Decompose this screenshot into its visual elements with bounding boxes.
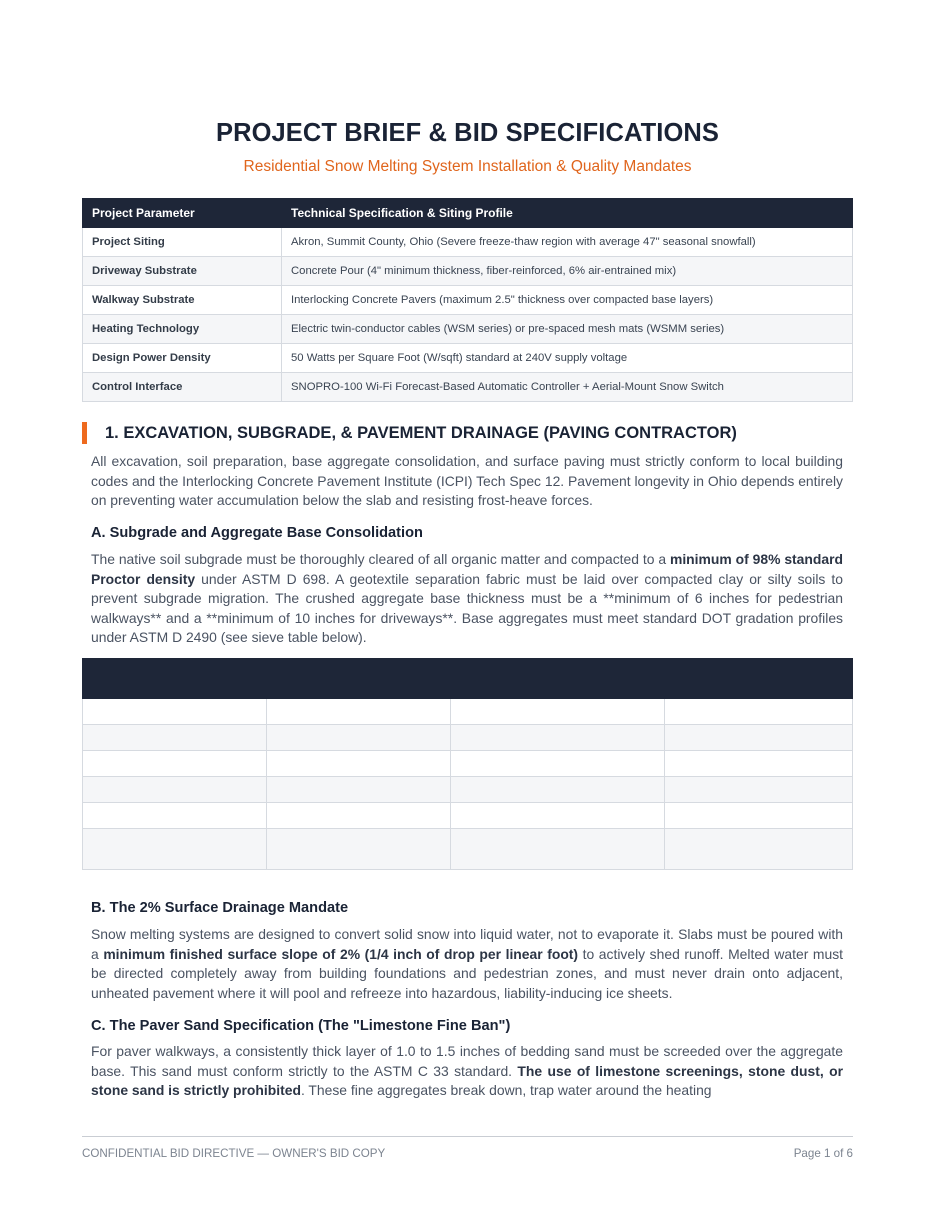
table-row	[83, 803, 853, 829]
sieve-size-cell	[451, 725, 665, 751]
page-subtitle: Residential Snow Melting System Installation & Quality Mandates	[243, 158, 692, 175]
parameter-name: Project Siting	[83, 228, 282, 257]
page-number: Page 1 of 6	[793, 1147, 853, 1160]
percent-passing-cell	[665, 829, 853, 870]
table-row	[83, 315, 853, 344]
subsection-a-paragraph	[91, 550, 843, 648]
percent-passing-cell	[665, 725, 853, 751]
subsection-c-paragraph	[91, 1042, 843, 1101]
paragraph-text: For paver walkways, a consistently thick layer of 1.0 to 1.5 inches of bedding sand must be screeded over the aggregate base. This sand must conform strictly to the ASTM C 33 standard.	[91, 1043, 843, 1079]
project-parameters-table	[82, 198, 853, 402]
parameter-name: Driveway Substrate	[83, 257, 282, 286]
paragraph-emphasis: minimum finished surface slope of 2% (1/4 inch of drop per linear foot)	[103, 945, 579, 962]
parameter-name: Design Power Density	[83, 344, 282, 373]
percent-passing-cell	[665, 751, 853, 777]
sieve-size-cell	[83, 777, 267, 803]
paragraph-emphasis: The use of limestone screenings, stone dust, or stone sand is strictly prohibited	[91, 1062, 843, 1099]
parameter-name: Heating Technology	[83, 315, 282, 344]
percent-passing-cell	[267, 829, 451, 870]
table-row	[83, 829, 853, 870]
sieve-size-cell	[83, 803, 267, 829]
table-row	[83, 257, 853, 286]
table-row	[83, 286, 853, 315]
subsection-heading-a: A. Subgrade and Aggregate Base Consolidation	[91, 525, 423, 541]
sieve-gradation-table	[82, 658, 853, 870]
table-header-row	[83, 659, 853, 699]
parameter-value: SNOPRO-100 Wi-Fi Forecast-Based Automatic Controller + Aerial-Mount Snow Switch	[282, 373, 853, 402]
table-row	[83, 751, 853, 777]
column-header: Project Parameter	[83, 199, 282, 228]
parameter-value: Concrete Pour (4" minimum thickness, fiber-reinforced, 6% air-entrained mix)	[282, 257, 853, 286]
percent-passing-cell	[267, 699, 451, 725]
sieve-size-cell	[83, 829, 267, 870]
percent-passing-cell	[665, 699, 853, 725]
sieve-size-cell	[83, 699, 267, 725]
table-row	[83, 725, 853, 751]
section-intro-paragraph: All excavation, soil preparation, base aggregate consolidation, and surface paving must strictly conform to local building codes and the Interlocking Concrete Pavement Institute (ICPI) Tech Spec 12. Pavement longevity in Ohio depends entirely on preventing water accumulation below the slab and resisting frost-heave forces.	[91, 453, 843, 509]
paragraph-text: Snow melting systems are designed to convert solid snow into liquid water, not to evaporate it. Slabs must be poured with a	[91, 926, 843, 962]
column-header	[83, 659, 267, 699]
sieve-size-cell	[451, 803, 665, 829]
parameter-value: Electric twin-conductor cables (WSM series) or pre-spaced mesh mats (WSMM series)	[282, 315, 853, 344]
percent-passing-cell	[665, 803, 853, 829]
parameter-name: Control Interface	[83, 373, 282, 402]
parameter-value: Interlocking Concrete Pavers (maximum 2.5" thickness over compacted base layers)	[282, 286, 853, 315]
table-header-row	[83, 199, 853, 228]
parameter-name: Walkway Substrate	[83, 286, 282, 315]
subsection-heading-c: C. The Paver Sand Specification (The "Limestone Fine Ban")	[91, 1018, 511, 1034]
paragraph-text: . These fine aggregates break down, trap water around the heating	[300, 1082, 712, 1099]
footer-confidential-label: CONFIDENTIAL BID DIRECTIVE — OWNER'S BID COPY	[82, 1147, 386, 1160]
percent-passing-cell	[267, 725, 451, 751]
sieve-size-cell	[83, 725, 267, 751]
subsection-b-paragraph	[91, 925, 843, 1003]
table-row	[83, 699, 853, 725]
sieve-size-cell	[451, 699, 665, 725]
table-row	[83, 777, 853, 803]
percent-passing-cell	[267, 803, 451, 829]
parameter-value: 50 Watts per Square Foot (W/sqft) standard at 240V supply voltage	[282, 344, 853, 373]
footer-divider	[82, 1136, 853, 1137]
percent-passing-cell	[267, 777, 451, 803]
percent-passing-cell	[665, 777, 853, 803]
table-row	[83, 344, 853, 373]
paragraph-text: under ASTM D 698. A geotextile separation fabric must be laid over compacted clay or silty soils to prevent subgrade migration. The crushed aggregate base thickness must be a **minimum of 6 inches for pedestrian walkways** and a **minimum of 10 inches for driveways**. Base aggregates must meet standard DOT gradation profiles under ASTM D 2490 (see sieve table below).	[91, 570, 844, 646]
page-title: PROJECT BRIEF & BID SPECIFICATIONS	[215, 119, 720, 147]
sieve-size-cell	[451, 751, 665, 777]
percent-passing-cell	[267, 751, 451, 777]
column-header	[665, 659, 853, 699]
sieve-size-cell	[451, 777, 665, 803]
column-header: Technical Specification & Siting Profile	[282, 199, 853, 228]
table-row	[83, 228, 853, 257]
section-heading: 1. EXCAVATION, SUBGRADE, & PAVEMENT DRAINAGE (PAVING CONTRACTOR)	[82, 422, 853, 444]
sieve-size-cell	[451, 829, 665, 870]
paragraph-emphasis: minimum of 98% standard Proctor density	[91, 551, 843, 587]
subsection-heading-b: B. The 2% Surface Drainage Mandate	[91, 900, 349, 916]
column-header	[451, 659, 665, 699]
parameter-value: Akron, Summit County, Ohio (Severe freeze-thaw region with average 47" seasonal snowfall)	[282, 228, 853, 257]
table-row	[83, 373, 853, 402]
column-header	[267, 659, 451, 699]
sieve-size-cell	[83, 751, 267, 777]
paragraph-text: The native soil subgrade must be thoroughly cleared of all organic matter and compacted to a	[91, 551, 670, 567]
paragraph-text: to actively shed runoff. Melted water must be directed completely away from building foundations and pedestrian zones, and must never drain onto adjacent, unheated pavement where it will pool and refreeze into hazardous, liability-inducing ice sheets.	[91, 945, 843, 1001]
